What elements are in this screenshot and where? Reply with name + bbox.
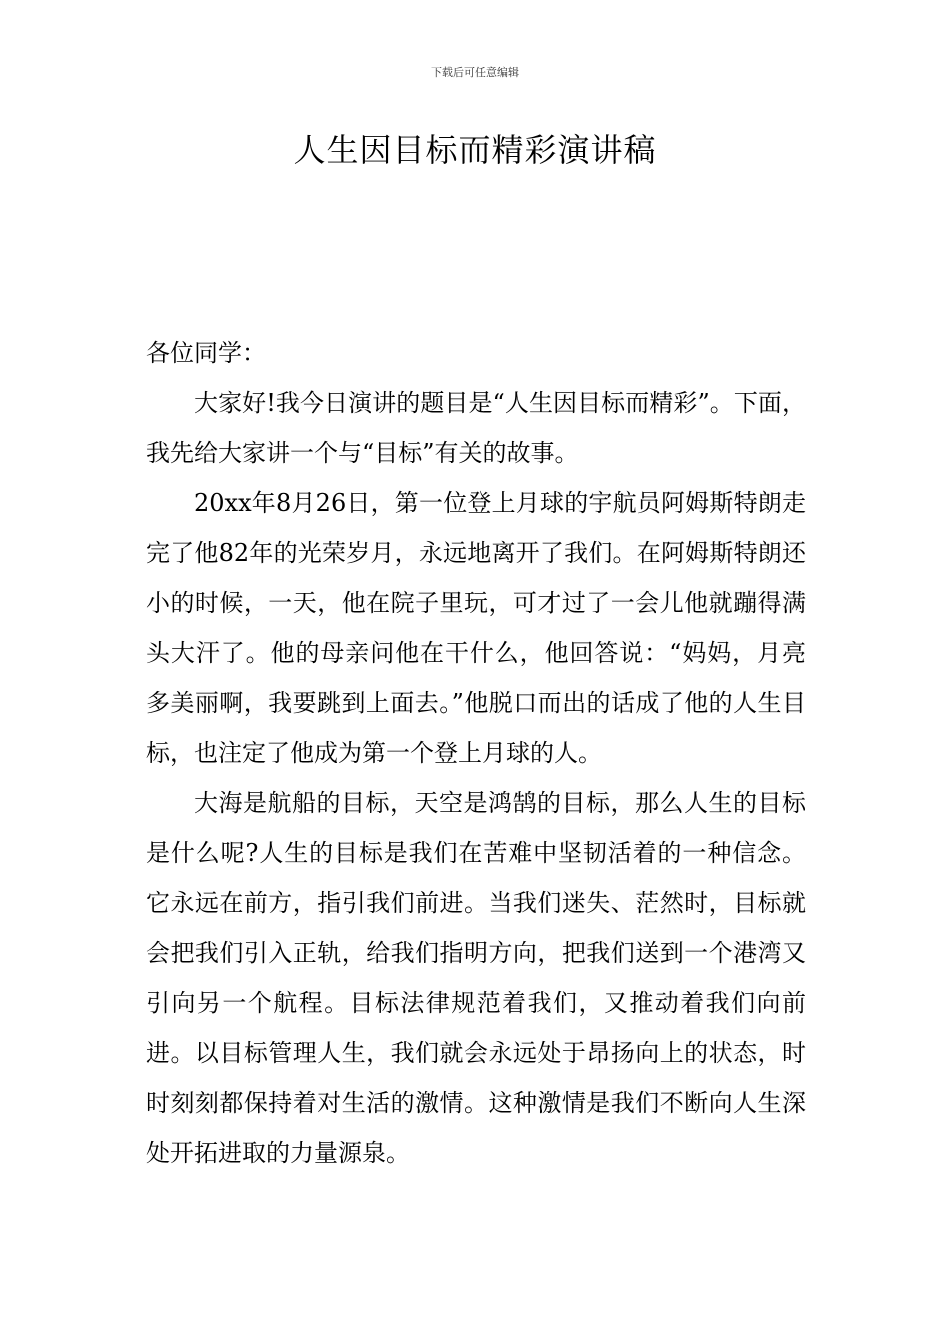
document-body (146, 328, 806, 1178)
header-note: 下载后可任意编辑 (431, 66, 519, 79)
salutation: 各位同学： (146, 339, 266, 367)
paragraph-greeting: 大家好!我今日演讲的题目是“人生因目标而精彩”。下面，我先给大家讲一个与“目标”有关的故事。 (146, 389, 806, 467)
paragraph-armstrong-story: 20xx年8月26日，第一位登上月球的宇航员阿姆斯特朗走完了他82年的光荣岁月，永远地离开了我们。在阿姆斯特朗还小的时候，一天，他在院子里玩，可才过了一会儿他就蹦得满头大汗了。他的母亲问他在干什么，他回答说：“妈妈，月亮多美丽啊，我要跳到上面去。”他脱口而出的话成了他的人生目标，也注定了他成为第一个登上月球的人。 (146, 489, 806, 767)
document-title: 人生因目标而精彩演讲稿 (293, 131, 657, 169)
paragraph-life-goal: 大海是航船的目标，天空是鸿鹄的目标，那么人生的目标是什么呢?人生的目标是我们在苦难中坚韧活着的一种信念。它永远在前方，指引我们前进。当我们迷失、茫然时，目标就会把我们引入正轨，给我们指明方向，把我们送到一个港湾又引向另一个航程。目标法律规范着我们，又推动着我们向前进。以目标管理人生，我们就会永远处于昂扬向上的状态，时时刻刻都保持着对生活的激情。这种激情是我们不断向人生深处开拓进取的力量源泉。 (146, 789, 806, 1167)
